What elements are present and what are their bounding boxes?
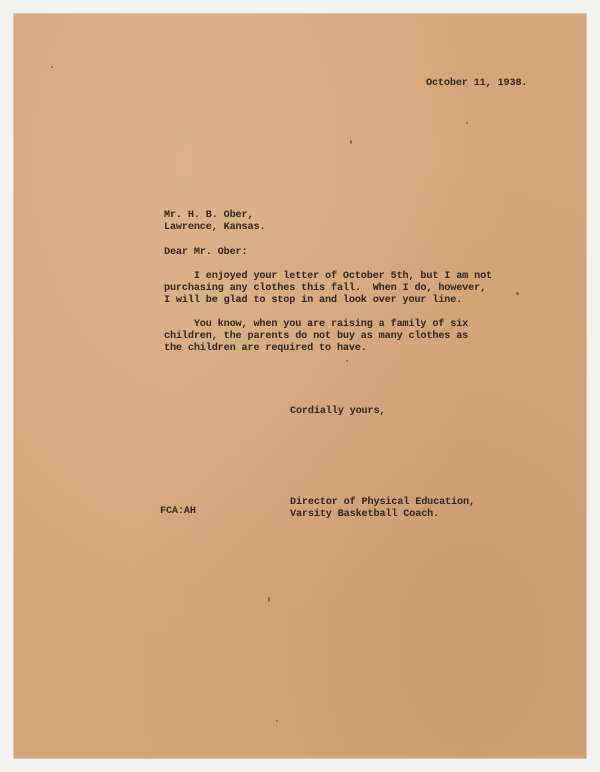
- body-paragraph-1-line-2: purchasing any clothes this fall. When I do, however,: [164, 283, 487, 294]
- body-paragraph-1-line-3: I will be glad to stop in and look over your line.: [164, 295, 463, 306]
- paper-speck: [346, 360, 348, 362]
- body-paragraph-2-line-3: the children are required to have.: [164, 343, 367, 354]
- paper-speck: [268, 597, 270, 602]
- paper-speck: [51, 66, 53, 68]
- recipient-name: Mr. H. B. Ober,: [164, 210, 254, 221]
- paper-speck: [466, 122, 468, 124]
- body-paragraph-2-line-2: children, the parents do not buy as many clothes as: [164, 331, 469, 342]
- paper-speck: [516, 292, 519, 295]
- reference-initials: FCA:AH: [160, 506, 196, 517]
- body-paragraph-1-line-1: I enjoyed your letter of October 5th, but I am not: [164, 271, 492, 282]
- paper-speck: [276, 720, 278, 722]
- signature-title-1: Director of Physical Education,: [290, 497, 475, 508]
- paper-speck: [350, 140, 352, 144]
- salutation: Dear Mr. Ober:: [164, 247, 248, 258]
- signature-title-2: Varsity Basketball Coach.: [290, 509, 440, 520]
- recipient-city: Lawrence, Kansas.: [164, 222, 266, 233]
- letter-date: October 11, 1938.: [426, 78, 528, 89]
- letter-page: [14, 14, 586, 758]
- closing: Cordially yours,: [290, 406, 386, 417]
- body-paragraph-2-line-1: You know, when you are raising a family of six: [164, 319, 469, 330]
